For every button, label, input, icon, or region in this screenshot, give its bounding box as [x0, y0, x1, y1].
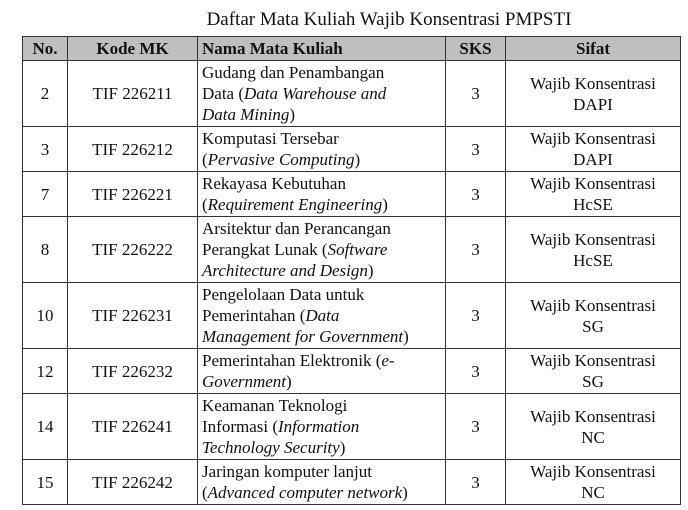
sifat-line: HcSE — [573, 250, 613, 270]
cell-sks: 3 — [446, 460, 506, 505]
header-no: No. — [23, 37, 68, 61]
cell-sifat — [506, 217, 681, 283]
cell-sifat — [506, 283, 681, 349]
table-row — [23, 349, 681, 394]
table-row — [23, 283, 681, 349]
cell-nama — [198, 127, 446, 172]
cell-no: 15 — [23, 460, 68, 505]
cell-sks: 3 — [446, 349, 506, 394]
nama-segment: Keamanan Teknologi — [202, 396, 348, 415]
nama-segment: ) — [367, 261, 374, 280]
cell-sifat — [506, 61, 681, 127]
sifat-line: HcSE — [573, 195, 613, 214]
cell-sks: 3 — [446, 217, 506, 283]
table-row — [23, 61, 681, 127]
cell-no: 14 — [23, 394, 68, 460]
cell-kode: TIF 226221 — [68, 172, 198, 217]
cell-kode: TIF 226231 — [68, 283, 198, 349]
cell-nama — [198, 460, 446, 505]
sifat-line: DAPI — [573, 150, 613, 169]
nama-segment: Komputasi Tersebar — [202, 129, 339, 148]
cell-sifat — [506, 349, 681, 394]
cell-no: 3 — [23, 127, 68, 172]
sifat-line: Wajib Konsentrasi — [530, 174, 656, 193]
nama-segment: Government — [202, 372, 287, 391]
header-sks: SKS — [446, 37, 506, 61]
sifat-line: Wajib Konsentrasi — [530, 351, 656, 370]
cell-nama — [198, 394, 446, 460]
cell-no: 7 — [23, 172, 68, 217]
header-kode: Kode MK — [68, 37, 198, 61]
nama-segment: e- — [381, 351, 395, 370]
sifat-line: Wajib Konsentrasi — [530, 73, 656, 93]
cell-nama — [198, 349, 446, 394]
table-row — [23, 394, 681, 460]
cell-no: 12 — [23, 349, 68, 394]
cell-kode: TIF 226211 — [68, 61, 198, 127]
cell-sifat — [506, 172, 681, 217]
cell-nama — [198, 283, 446, 349]
header-sifat: Sifat — [506, 37, 681, 61]
table-header-row — [23, 37, 681, 61]
cell-nama — [198, 61, 446, 127]
cell-nama — [198, 217, 446, 283]
nama-segment: ) — [382, 195, 388, 214]
cell-sifat — [506, 460, 681, 505]
cell-sks: 3 — [446, 61, 506, 127]
cell-kode: TIF 226212 — [68, 127, 198, 172]
sifat-line: Wajib Konsentrasi — [530, 295, 656, 315]
table-row — [23, 217, 681, 283]
cell-sks: 3 — [446, 394, 506, 460]
cell-sifat — [506, 394, 681, 460]
nama-segment: Pemerintahan Elektronik ( — [202, 351, 382, 370]
nama-segment: ) — [289, 105, 296, 124]
cell-kode: TIF 226222 — [68, 217, 198, 283]
sifat-line: Wajib Konsentrasi — [530, 462, 656, 481]
cell-no: 8 — [23, 217, 68, 283]
nama-segment: Software — [327, 240, 388, 259]
cell-sks: 3 — [446, 127, 506, 172]
nama-segment: Pengelolaan Data untuk — [202, 285, 365, 304]
cell-sks: 3 — [446, 283, 506, 349]
nama-segment: Rekayasa Kebutuhan — [202, 174, 346, 193]
sifat-line: NC — [581, 483, 605, 502]
nama-segment: ) — [339, 438, 346, 457]
nama-segment: Arsitektur dan Perancangan — [202, 219, 391, 238]
cell-no: 2 — [23, 61, 68, 127]
nama-segment: ) — [402, 483, 408, 502]
header-nama: Nama Mata Kuliah — [198, 37, 446, 61]
cell-sifat — [506, 127, 681, 172]
sifat-line: Wajib Konsentrasi — [530, 406, 656, 426]
nama-segment: Requirement Engineering — [207, 195, 383, 214]
nama-segment: ) — [286, 372, 292, 391]
sifat-line: SG — [582, 316, 604, 336]
sifat-line: Wajib Konsentrasi — [530, 129, 656, 148]
nama-segment: Pemerintahan ( — [202, 306, 306, 325]
sifat-line: SG — [582, 372, 604, 391]
nama-segment: ( — [202, 483, 208, 502]
nama-segment: ) — [354, 150, 361, 169]
nama-segment: Management for Government — [202, 327, 404, 346]
nama-segment: Perangkat Lunak ( — [202, 240, 328, 259]
nama-segment: ( — [202, 150, 208, 169]
nama-segment: Gudang dan Penambangan — [202, 63, 385, 82]
table-title: Daftar Mata Kuliah Wajib Konsentrasi PMPSTI — [206, 9, 572, 30]
nama-segment: Pervasive Computing — [207, 150, 355, 169]
nama-segment: Jaringan komputer lanjut — [202, 462, 372, 481]
cell-nama — [198, 172, 446, 217]
nama-segment: ) — [403, 327, 409, 346]
nama-segment: Technology Security — [202, 438, 340, 457]
nama-segment: Informasi ( — [202, 417, 279, 436]
sifat-line: DAPI — [573, 94, 613, 114]
nama-segment: Advanced computer network — [207, 483, 403, 502]
nama-segment: Data Warehouse and — [244, 84, 387, 103]
nama-segment: Data Mining — [202, 105, 290, 124]
sifat-line: NC — [581, 427, 605, 447]
course-table — [22, 36, 681, 505]
cell-kode: TIF 226242 — [68, 460, 198, 505]
cell-kode: TIF 226241 — [68, 394, 198, 460]
nama-segment: ( — [202, 195, 208, 214]
nama-segment: Data — [305, 306, 340, 325]
cell-kode: TIF 226232 — [68, 349, 198, 394]
cell-sks: 3 — [446, 172, 506, 217]
table-row — [23, 460, 681, 505]
cell-no: 10 — [23, 283, 68, 349]
nama-segment: Information — [278, 417, 360, 436]
nama-segment: Data ( — [202, 84, 245, 103]
table-row — [23, 172, 681, 217]
nama-segment: Architecture and Design — [202, 261, 368, 280]
sifat-line: Wajib Konsentrasi — [530, 229, 656, 249]
table-row — [23, 127, 681, 172]
